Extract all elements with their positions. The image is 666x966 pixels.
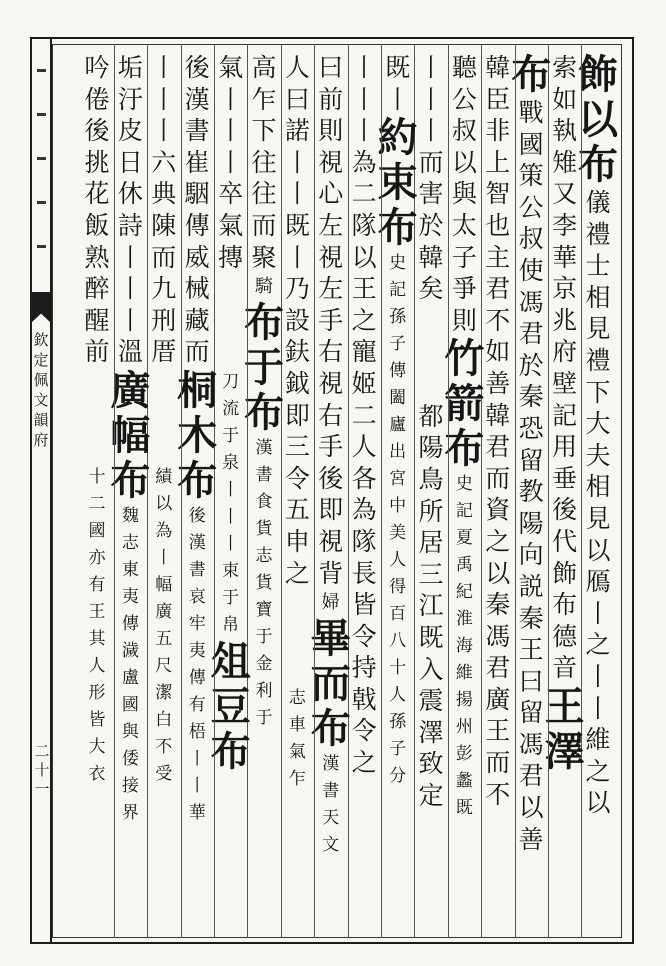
entry-heading: 畢 而 布 (310, 615, 351, 753)
column-text: 高 乍 下 往 往 而 聚 (251, 53, 277, 272)
column-text: 丨 丨 丨 為 二 隊 以 王 之 寵 姬 二 人 各 為 隊 長 皆 令 持 戟 令 之 (351, 53, 377, 778)
column-text: 戰 國 策 公 叔 使 馮 君 於 秦 恐 留 教 陽 向 説 秦 王 曰 留 馮 君 以 善 (518, 98, 544, 854)
entry-heading: 布 (511, 51, 552, 98)
column-text: 婦 (321, 592, 340, 614)
column-text: 丨 丨 丨 而 害 於 韓 矣 (418, 53, 444, 304)
column-text: 史 記 夏 禹 紀 淮 海 維 揚 州 彭 蠡 既 (455, 474, 473, 819)
entry-heading: 布 于 布 (244, 299, 284, 437)
entry-heading: 約 束 布 (377, 114, 418, 252)
column-text: 刀 流 于 泉 丨 丨 丨 束 于 帛 (222, 372, 240, 636)
column-text: 氣 丨 丨 丨 卒 氣 摶 (218, 53, 244, 272)
column-text: 魏 志 東 夷 傳 濊 盧 國 與 倭 接 界 (121, 505, 139, 823)
entry-heading: 廣 幅 布 (110, 366, 151, 504)
fold-line (50, 38, 52, 943)
column-text: 十 二 國 亦 有 王 其 人 形 皆 大 衣 (88, 466, 106, 784)
column-text: 吟 倦 後 挑 花 飯 熟 醉 醒 前 (84, 53, 110, 367)
margin-cut-marks (34, 48, 48, 268)
text-column (77, 52, 117, 934)
book-title: 欽 定 佩 文 韻 府 (33, 331, 49, 449)
column-text: 後 漢 書 哀 牢 夷 傳 有 梧 丨 丨 華 (188, 505, 206, 823)
column-text: 後 漢 書 崔 駰 傳 威 械 藏 而 (184, 53, 210, 367)
column-text: 人 曰 諾 丨 丨 既 丨 乃 設 鈇 鉞 即 三 令 五 申 之 (284, 53, 310, 588)
column-text: 漢 書 食 貨 志 貨 寶 于 金 利 于 (255, 438, 273, 729)
entry-heading: 王 澤 (544, 682, 585, 775)
entry-heading: 桐 木 布 (177, 366, 218, 504)
column-text: 儀 禮 士 相 見 禮 下 大 夫 相 見 以 鴈 丨 之 丨 丨 維 之 以 (585, 188, 611, 818)
entry-heading: 竹 箭 布 (444, 335, 485, 473)
column-text: 績 以 為 丨 幅 廣 五 尺 潔 白 不 受 (155, 466, 173, 784)
column-text: 丨 丨 丨 六 典 陳 而 九 刑 厝 (151, 53, 177, 367)
entry-heading: 俎 豆 布 (210, 638, 251, 776)
column-text: 騎 (255, 276, 273, 298)
column-text: 漢 書 天 文 (322, 754, 340, 856)
column-text: 志 車 氣 乍 (288, 688, 306, 790)
column-text: 韓 臣 非 上 智 也 主 君 不 如 善 韓 君 而 資 之 以 秦 馮 君 廣 王 而 不 (485, 53, 511, 809)
column-text: 史 記 孫 子 傳 闔 廬 出 宮 中 美 人 得 百 八 十 人 孫 子 分 (389, 253, 407, 787)
column-text: 曰 前 則 視 心 左 視 左 手 右 視 右 手 後 即 視 背 (318, 53, 344, 588)
column-text: 聽 公 叔 以 與 太 子 爭 則 (451, 53, 477, 335)
entry-heading: 飾 以 布 (578, 51, 618, 188)
column-text: 都 陽 鳥 所 居 三 江 既 入 震 澤 致 定 (418, 401, 444, 810)
column-text: 索 如 執 雉 又 李 華 京 兆 府 壁 記 用 垂 後 代 飾 布 德 音 (552, 53, 578, 683)
column-text: 既 丨 (385, 53, 411, 114)
page-number: 二 十 一 (34, 742, 50, 798)
column-text: 垢 汙 皮 日 休 詩 丨 丨 丨 溫 (117, 53, 143, 367)
